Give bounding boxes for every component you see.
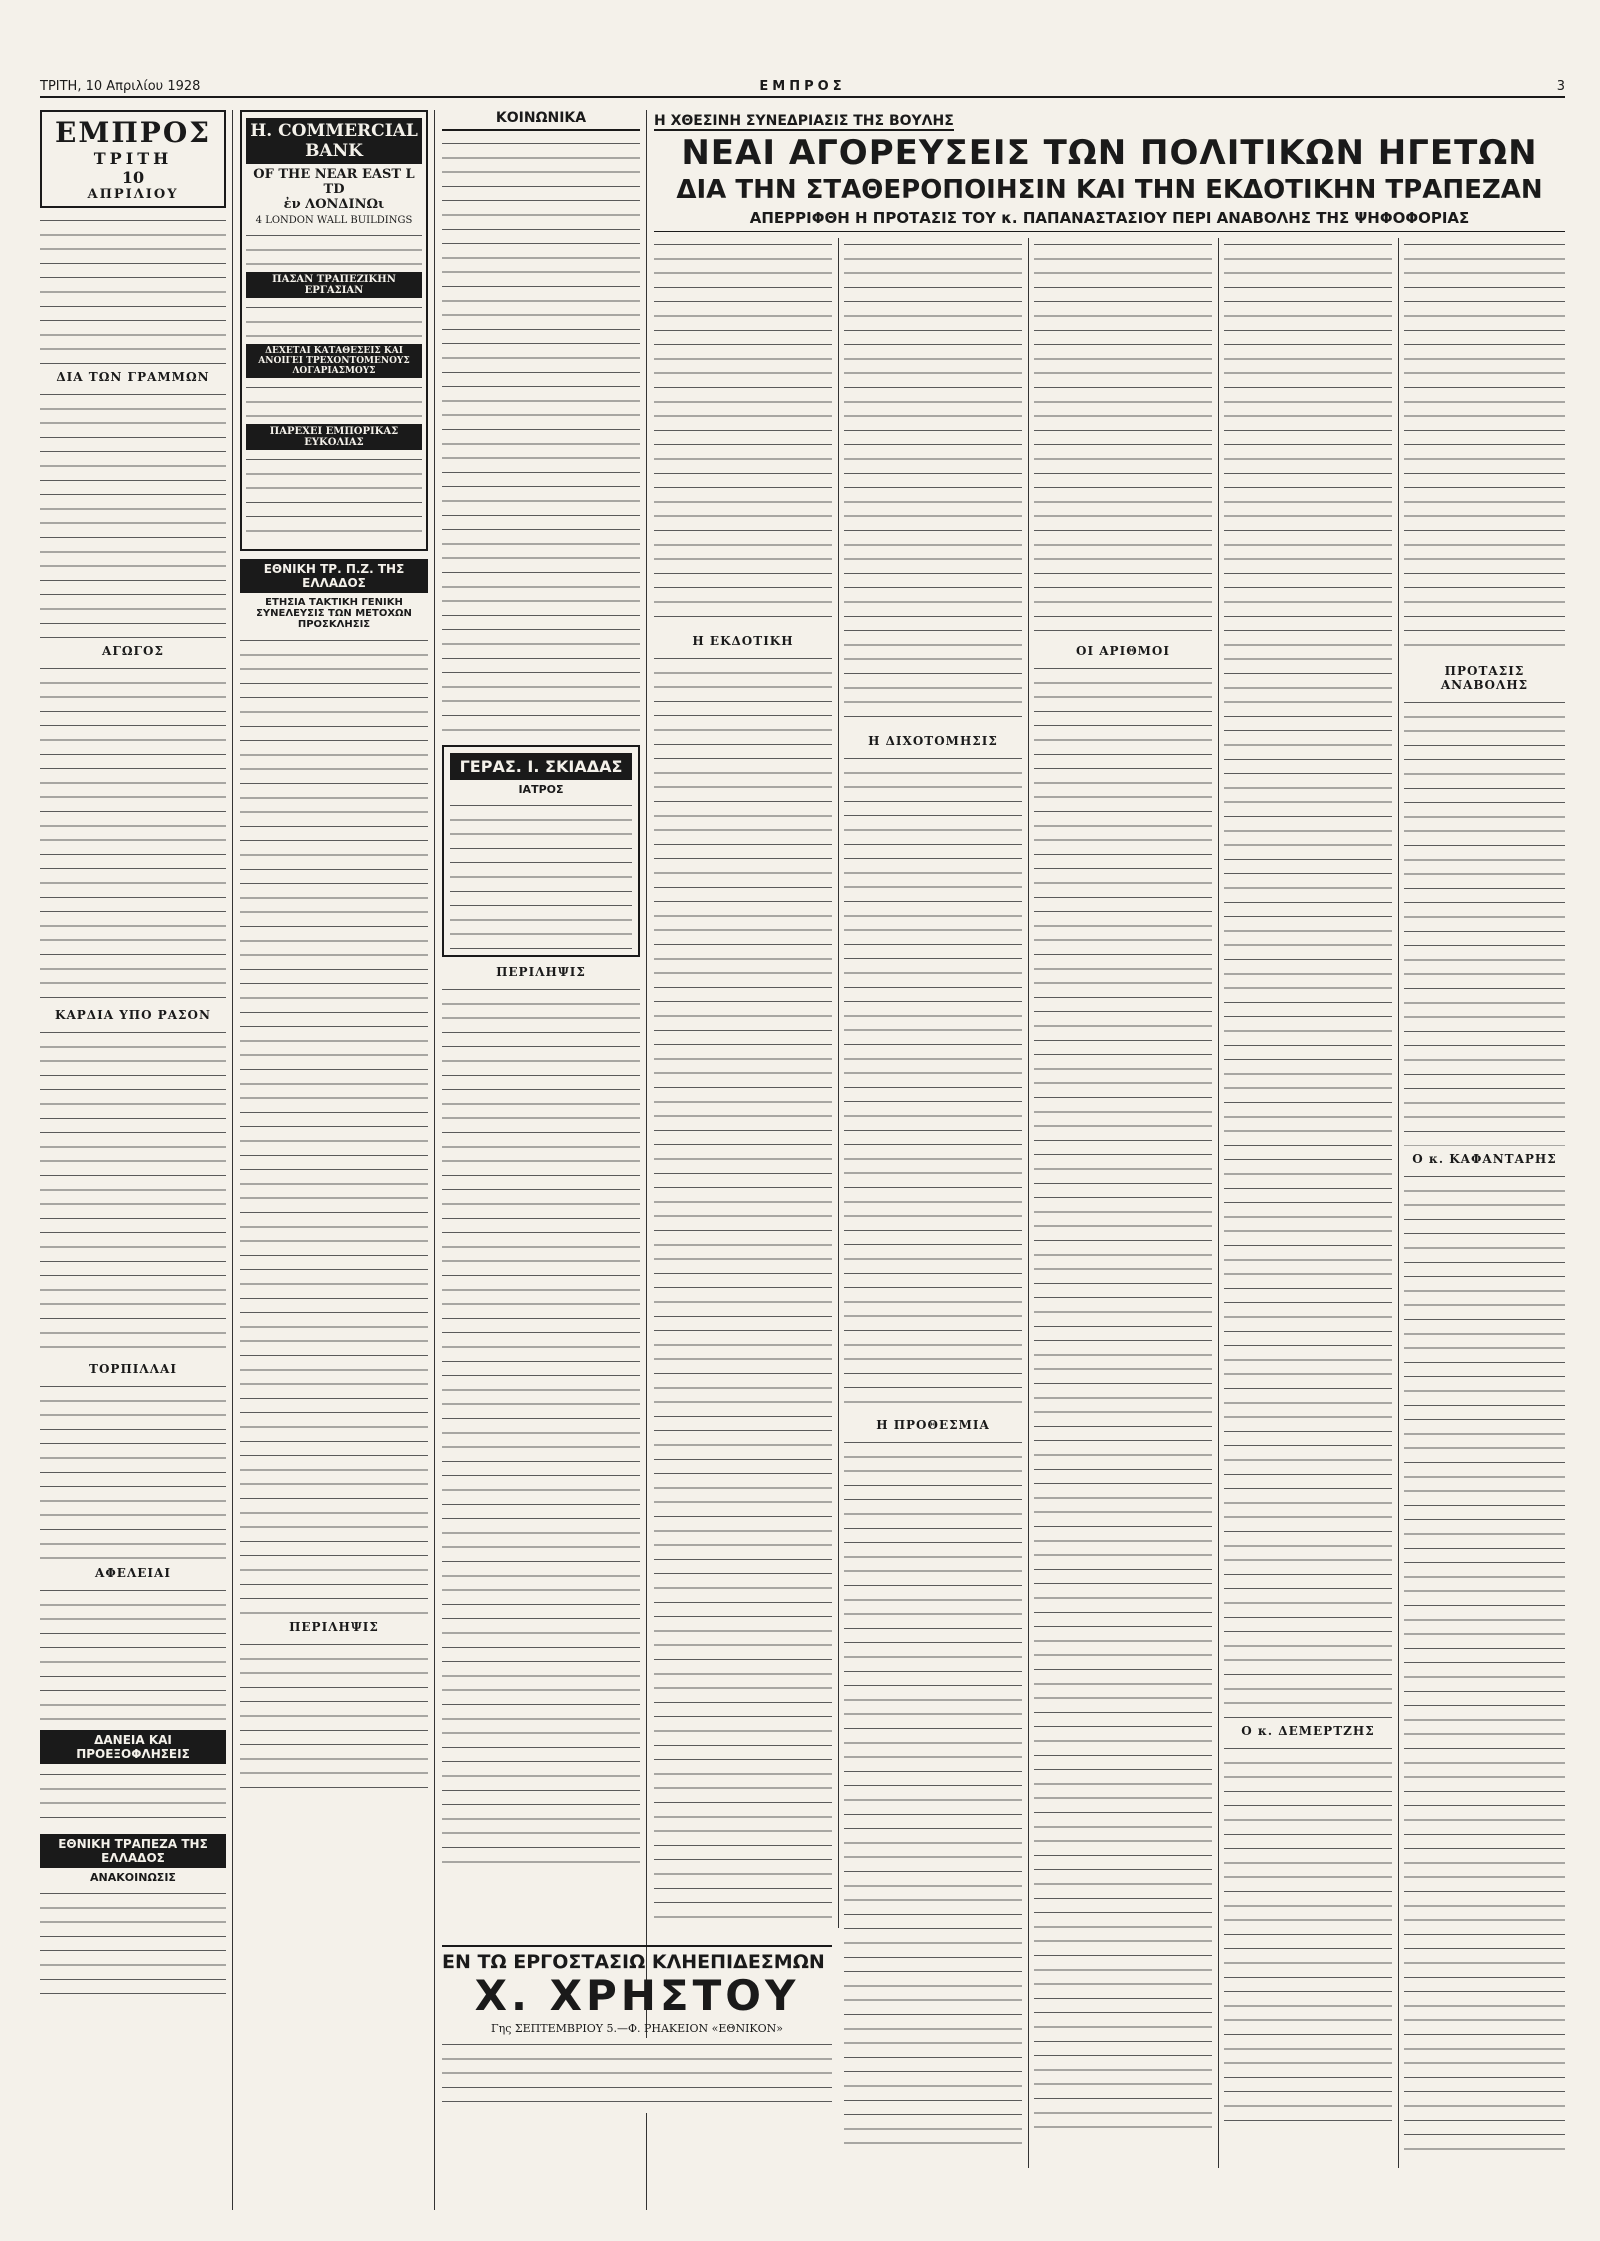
article-subhead: ΠΡΟΤΑΣΙΣ ΑΝΑΒΟΛΗΣ [1440, 664, 1529, 692]
article-text [844, 752, 1022, 1412]
article-text [1404, 238, 1565, 658]
social-text [442, 137, 640, 737]
bank-of: OF THE NEAR EAST L TD [253, 167, 415, 197]
headline: ΝΕΑΙ ΑΓΟΡΕΥΣΕΙΣ ΤΩΝ ΠΟΛΙΤΙΚΩΝ ΗΓΕΤΩΝ [681, 133, 1538, 173]
article-text [1224, 1742, 1392, 2132]
column-rule [646, 110, 647, 2210]
section-heading: ΤΟΡΠΙΛΛΑΙ [89, 1362, 177, 1376]
main-column-5 [1404, 238, 1565, 2168]
masthead-paper-name: ΕΜΠΡΟΣ [759, 79, 846, 94]
bank-text [246, 453, 422, 543]
bank-address: 4 LONDON WALL BUILDINGS [255, 215, 413, 226]
bank-text [246, 229, 422, 269]
article-text [844, 238, 1022, 728]
bank-text [246, 301, 422, 341]
ad-text [40, 1768, 226, 1828]
masthead [40, 78, 1565, 98]
bank-name: H. COMMERCIAL BANK [246, 118, 422, 164]
ad-bank-subtitle: ΑΝΑΚΟΙΝΩΣΙΣ [90, 1871, 176, 1884]
doctor-role: ΙΑΤΡΟΣ [518, 783, 564, 796]
article-text [654, 238, 832, 628]
column-rule [838, 238, 839, 1928]
nameplate: ΕΜΠΡΟΣ [54, 116, 212, 149]
ad-loans-title: ΔΑΝΕΙΑ ΚΑΙ ΠΡΟΕΞΟΦΛΗΣΕΙΣ [40, 1730, 226, 1764]
article-subhead: Η ΕΚΔΟΤΙΚΗ [692, 634, 794, 648]
column-rule [232, 110, 233, 2210]
section-heading: ΑΓΩΓΟΣ [102, 644, 164, 658]
section-heading: ΑΦΕΛΕΙΑΙ [95, 1566, 171, 1580]
section-heading: ΔΙΑ ΤΩΝ ΓΡΑΜΜΩΝ [56, 370, 210, 384]
notice-text [240, 634, 428, 1614]
article-subhead: Η ΠΡΟΘΕΣΜΙΑ [876, 1418, 990, 1432]
main-headline-block [654, 110, 1565, 232]
section-title-social: ΚΟΙΝΩΝΙΚΑ [442, 110, 640, 131]
article-text [40, 1380, 226, 1560]
article-text [1224, 238, 1392, 1718]
article-text [40, 662, 226, 1002]
ad-bank-title: ΕΘΝΙΚΗ ΤΡΑΠΕΖΑ ΤΗΣ ΕΛΛΑΔΟΣ [40, 1834, 226, 1868]
article-text [1034, 662, 1212, 2132]
article-text [654, 652, 832, 1922]
article-text [40, 388, 226, 638]
notice-text [442, 983, 640, 1863]
main-column-1 [654, 238, 832, 1928]
factory-ad [442, 1945, 832, 2137]
notice-text [240, 1638, 428, 1788]
column-3 [442, 110, 640, 2210]
article-subhead: Ο κ. ΚΑΦΑΝΤΑΡΗΣ [1412, 1152, 1557, 1166]
headline-2: ΔΙΑ ΤΗΝ ΣΤΑΘΕΡΟΠΟΙΗΣΙΝ ΚΑΙ ΤΗΝ ΕΚΔΟΤΙΚΗΝ ΤΡΑΠΕΖΑΝ [676, 175, 1543, 205]
kicker: Η ΧΘΕΣΙΝΗ ΣΥΝΕΔΡΙΑΣΙΣ ΤΗΣ ΒΟΥΛΗΣ [654, 113, 954, 129]
column-rule [1398, 238, 1399, 2168]
bank-ad [240, 110, 428, 551]
doctor-name: ΓΕΡΑΣ. Ι. ΣΚΙΑΔΑΣ [450, 753, 632, 780]
column-rule [1028, 238, 1029, 2168]
page-number: 3 [1556, 79, 1565, 94]
main-column-3 [1034, 238, 1212, 2168]
article-text [40, 214, 226, 364]
factory-ad-address: Γης ΣΕΠΤΕΜΒΡΙΟΥ 5.—Φ. ΡΗΑΚΕΙΟΝ «ΕΘΝΙΚΟΝ» [490, 2022, 784, 2035]
bank-text [246, 381, 422, 421]
factory-ad-text [442, 2038, 832, 2113]
article-text [40, 1584, 226, 1724]
factory-ad-name: Χ. ΧΡΗΣΤΟΥ [474, 1971, 800, 2020]
column-1 [40, 110, 226, 2210]
nameplate-day: ΤΡΙΤΗ [93, 149, 173, 168]
doctor-ad [442, 745, 640, 957]
notice-title: ΕΘΝΙΚΗ ΤΡ. Π.Ζ. ΤΗΣ ΕΛΛΑΔΟΣ [240, 559, 428, 593]
bank-service: ΔΕΧΕΤΑΙ ΚΑΤΑΘΕΣΕΙΣ ΚΑΙ ΑΝΟΙΓΕΙ ΤΡΕΧΟΝΤΟΜΕΝΟΥΣ ΛΟΓΑΡΙΑΣΜΟΥΣ [246, 344, 422, 378]
article-subhead: Η ΔΙΧΟΤΟΜΗΣΙΣ [868, 734, 998, 748]
main-column-4 [1224, 238, 1392, 2168]
article-text [40, 1026, 226, 1356]
article-text [1404, 1170, 1565, 2150]
column-rule [434, 110, 435, 2210]
section-heading: ΚΑΡΔΙΑ ΥΠΟ ΡΑΣΟΝ [55, 1008, 211, 1022]
notice-subtitle: ΕΤΗΣΙΑ ΤΑΚΤΙΚΗ ΓΕΝΙΚΗ ΣΥΝΕΛΕΥΣΙΣ ΤΩΝ ΜΕΤΟΧΩΝ ΠΡΟΣΚΛΗΣΙΣ [256, 597, 412, 630]
notice-footer: ΠΕΡΙΛΗΨΙΣ [496, 965, 586, 979]
headline-3: ΑΠΕΡΡΙΦΘΗ Η ΠΡΟΤΑΣΙΣ ΤΟΥ κ. ΠΑΠΑΝΑΣΤΑΣΙΟΥ ΠΕΡΙ ΑΝΑΒΟΛΗΣ ΤΗΣ ΨΗΦΟΦΟΡΙΑΣ [654, 209, 1565, 232]
article-subhead: Ο κ. ΔΕΜΕΡΤΖΗΣ [1241, 1724, 1375, 1738]
factory-ad-line1: ΕΝ ΤΩ ΕΡΓΟΣΤΑΣΙΩ ΚΛΗΕΠΙΔΕΣΜΩΝ [442, 1951, 825, 1973]
nameplate-box [40, 110, 226, 208]
column-2 [240, 110, 428, 2210]
bank-city: ἐν ΛΟΝΔΙΝΩι [283, 197, 385, 212]
article-text [844, 1436, 1022, 2156]
nameplate-month: ΑΠΡΙΛΙΟΥ [87, 187, 179, 202]
article-text [1034, 238, 1212, 638]
bank-service: ΠΑΣΑΝ ΤΡΑΠΕΖΙΚΗΝ ΕΡΓΑΣΙΑΝ [246, 272, 422, 298]
masthead-date: ΤΡΙΤΗ, 10 Απριλίου 1928 [40, 79, 201, 94]
article-text [1404, 696, 1565, 1146]
nameplate-date-number: 10 [121, 168, 145, 187]
ad-text [40, 1887, 226, 2007]
article-subhead: ΟΙ ΑΡΙΘΜΟΙ [1076, 644, 1170, 658]
doctor-text [450, 799, 632, 949]
notice-footer: ΠΕΡΙΛΗΨΙΣ [289, 1620, 379, 1634]
main-column-2 [844, 238, 1022, 2168]
bank-service: ΠΑΡΕΧΕΙ ΕΜΠΟΡΙΚΑΣ ΕΥΚΟΛΙΑΣ [246, 424, 422, 450]
column-rule [1218, 238, 1219, 2168]
